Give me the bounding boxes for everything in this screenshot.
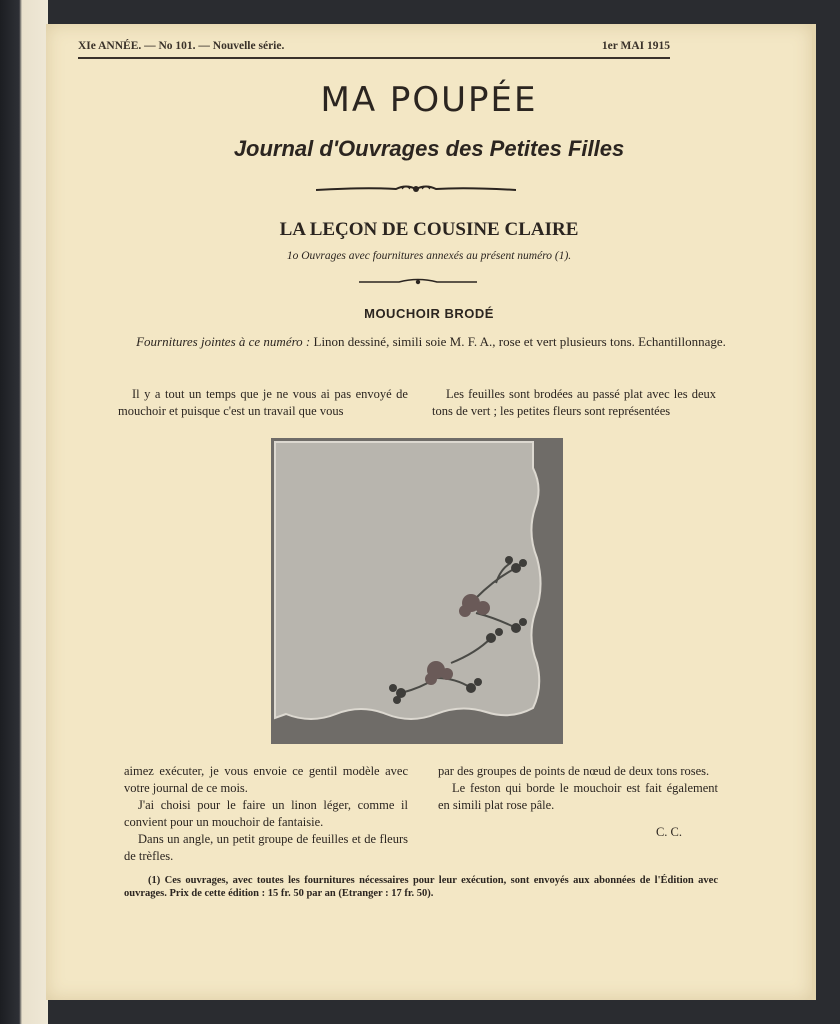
signature: C. C. [655, 825, 682, 839]
supplies-list: Linon dessiné, simili soie M. F. A., rose et vert plusieurs tons. Echantillonnage. [310, 334, 726, 349]
handkerchief-photo [271, 438, 563, 744]
paragraph: par des groupes de points de nœud de deux tons roses. [438, 764, 710, 778]
header-rule [78, 57, 670, 59]
column-right-top [432, 386, 716, 420]
small-ornament [359, 277, 477, 287]
footnote: (1) Ces ouvrages, avec toutes les fournitures nécessaires pour leur exécution, sont envoyés aux abonnées de l'Édition avec ouvrages. Prix de cette édition : 15 fr. 50 par an (Etranger : 17 fr. 50). [124, 875, 718, 899]
paragraph: J'ai choisi pour le faire un linon léger, comme il convient pour un mouchoir de fantaisie. [124, 798, 408, 829]
column-left-top [118, 386, 408, 420]
supplies-label: Fournitures jointes à ce numéro : [136, 334, 311, 349]
column-right-bottom [438, 763, 718, 841]
paragraph: Le feston qui borde le mouchoir est fait également en simili plat rose pâle. [438, 781, 718, 812]
section-subtitle: 1o Ouvrages avec fournitures annexés au présent numéro (1). [286, 250, 572, 262]
article-title: MOUCHOIR BRODÉ [364, 306, 494, 321]
paragraph: Il y a tout un temps que je ne vous ai pas envoyé de mouchoir et puisque c'est un travail que vous [118, 387, 408, 418]
page-header [78, 40, 670, 52]
masthead-subtitle: Journal d'Ouvrages des Petites Filles [233, 136, 625, 161]
paragraph: aimez exécuter, je vous envoie ce gentil modèle avec votre journal de ce mois. [124, 764, 408, 795]
column-left-bottom [124, 763, 408, 865]
masthead-title: MA POUPÉE [320, 80, 538, 120]
issue-info: XIe ANNÉE. — No 101. — Nouvelle série. [78, 40, 285, 52]
paragraph: Les feuilles sont brodées au passé plat avec les deux tons de vert ; les petites fleurs sont représentées [432, 387, 716, 418]
supplies-text [136, 333, 726, 350]
section-title: LA LEÇON DE COUSINE CLAIRE [279, 219, 579, 240]
issue-date: 1er MAI 1915 [601, 40, 670, 52]
ornament-divider [316, 182, 516, 196]
paragraph: Dans un angle, un petit groupe de feuilles et de fleurs de trèfles. [124, 832, 408, 863]
book-binding [0, 0, 48, 1024]
